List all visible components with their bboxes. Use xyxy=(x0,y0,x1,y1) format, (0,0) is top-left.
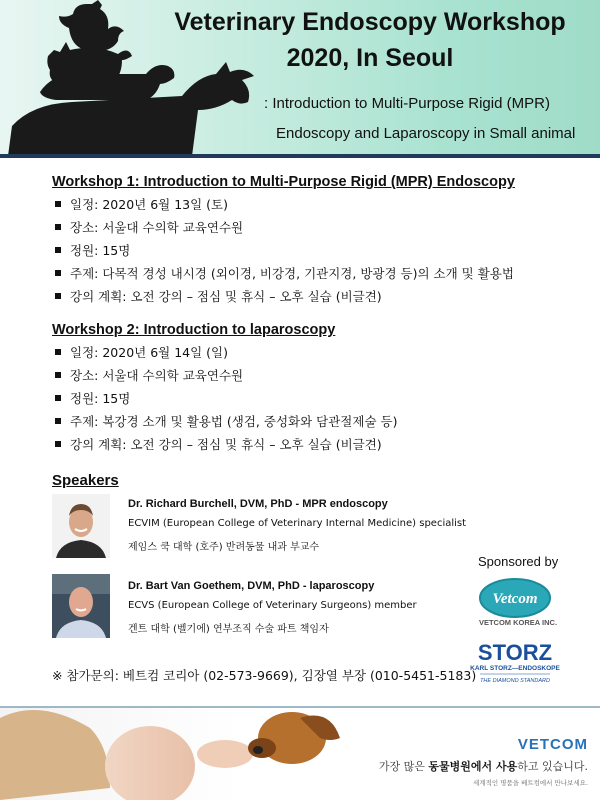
list-item-text: 주제: 다목적 경성 내시경 (외이경, 비강경, 기관지경, 방광경 등)의 소개 및 활용법 xyxy=(70,266,514,281)
speaker1-affiliation: 제임스 쿡 대학 (호주) 반려동물 내과 부교수 xyxy=(128,542,320,553)
vetcom-logo-text: Vetcom xyxy=(492,591,538,607)
speaker1-name: Dr. Richard Burchell, DVM, PhD - MPR endoscopy xyxy=(128,498,388,510)
speaker2-name: Dr. Bart Van Goethem, DVM, PhD - laparoscopy xyxy=(128,580,375,592)
bullet-icon xyxy=(55,372,61,378)
bullet-icon xyxy=(55,441,61,447)
bullet-icon xyxy=(55,293,61,299)
footer-small-tagline: 세계적인 명품을 베트컴에서 만나보세요. xyxy=(472,779,588,787)
page-title-line1: Veterinary Endoscopy Workshop xyxy=(174,8,566,36)
speakers-heading: Speakers xyxy=(52,472,119,489)
header-divider xyxy=(0,154,600,158)
list-item-text: 정원: 15명 xyxy=(70,391,131,406)
workshop2-list xyxy=(52,342,397,457)
tagline-bold: 동물병원에서 사용 xyxy=(428,760,518,773)
vetcom-caption: VETCOM KOREA INC. xyxy=(478,618,558,627)
list-item-text: 장소: 서울대 수의학 교육연수원 xyxy=(70,220,244,235)
bullet-icon xyxy=(55,418,61,424)
workshop1-list xyxy=(52,194,514,309)
subtitle-line1: : Introduction to Multi-Purpose Rigid (MPR) xyxy=(264,95,550,112)
list-item-text: 장소: 서울대 수의학 교육연수원 xyxy=(70,368,244,383)
bullet-icon xyxy=(55,270,61,276)
person-icon xyxy=(52,574,110,638)
list-item-text: 정원: 15명 xyxy=(70,243,131,258)
storz-logo-icon xyxy=(470,638,560,686)
list-item-text: 강의 계획: 오전 강의 – 점심 및 휴식 – 오후 실습 (비글견) xyxy=(70,289,382,304)
workshop1-title: Workshop 1: Introduction to Multi-Purpose Rigid (MPR) Endoscopy xyxy=(52,174,515,190)
tagline-pre: 가장 많은 xyxy=(378,760,429,773)
subtitle-line2: Endoscopy and Laparoscopy in Small animal xyxy=(276,125,576,142)
bullet-icon xyxy=(55,247,61,253)
list-item-text: 주제: 복강경 소개 및 활용법 (생검, 중성화와 담관절제술 등) xyxy=(70,414,398,429)
footer-brand: VETCOM xyxy=(517,736,588,753)
list-item xyxy=(52,365,397,388)
speaker1-credential: ECVIM (European College of Veterinary Internal Medicine) specialist xyxy=(128,518,467,529)
footer-tagline xyxy=(379,758,588,774)
list-item xyxy=(52,240,514,263)
list-item xyxy=(52,217,514,240)
list-item-text: 강의 계획: 오전 강의 – 점심 및 휴식 – 오후 실습 (비글견) xyxy=(70,437,382,452)
sponsored-by-label: Sponsored by xyxy=(478,554,559,569)
contact-info: ※ 참가문의: 베트컴 코리아 (02-573-9669), 김장열 부장 (010-5451-5183) xyxy=(52,668,477,683)
vetcom-logo-icon xyxy=(478,576,552,620)
list-item xyxy=(52,286,514,309)
list-item xyxy=(52,194,514,217)
list-item xyxy=(52,263,514,286)
list-item-text: 일정: 2020년 6월 13일 (토) xyxy=(70,197,228,212)
speaker2-credential: ECVS (European College of Veterinary Surgeons) member xyxy=(128,600,417,611)
list-item xyxy=(52,388,397,411)
workshop2-title: Workshop 2: Introduction to laparoscopy xyxy=(52,322,336,338)
list-item xyxy=(52,434,397,457)
list-item-text: 일정: 2020년 6월 14일 (일) xyxy=(70,345,228,360)
storz-logo-text: STORZ xyxy=(477,640,553,665)
bullet-icon xyxy=(55,201,61,207)
speaker-photo-burchell xyxy=(52,494,110,558)
storz-subtext: KARL STORZ—ENDOSKOPE xyxy=(470,665,560,672)
storz-tagline: THE DIAMOND STANDARD xyxy=(480,678,550,684)
page-title-line2: 2020, In Seoul xyxy=(286,44,454,72)
speaker2-affiliation: 겐트 대학 (벨기에) 연부조직 수술 파트 책임자 xyxy=(128,624,329,635)
bullet-icon xyxy=(55,224,61,230)
person-icon xyxy=(52,494,110,558)
tagline-post: 하고 있습니다. xyxy=(517,760,588,773)
list-item xyxy=(52,411,397,434)
bullet-icon xyxy=(55,349,61,355)
child-and-puppy-photo xyxy=(0,708,360,800)
list-item xyxy=(52,342,397,365)
speaker-photo-vangoethem xyxy=(52,574,110,638)
bullet-icon xyxy=(55,395,61,401)
header-banner xyxy=(0,0,600,156)
